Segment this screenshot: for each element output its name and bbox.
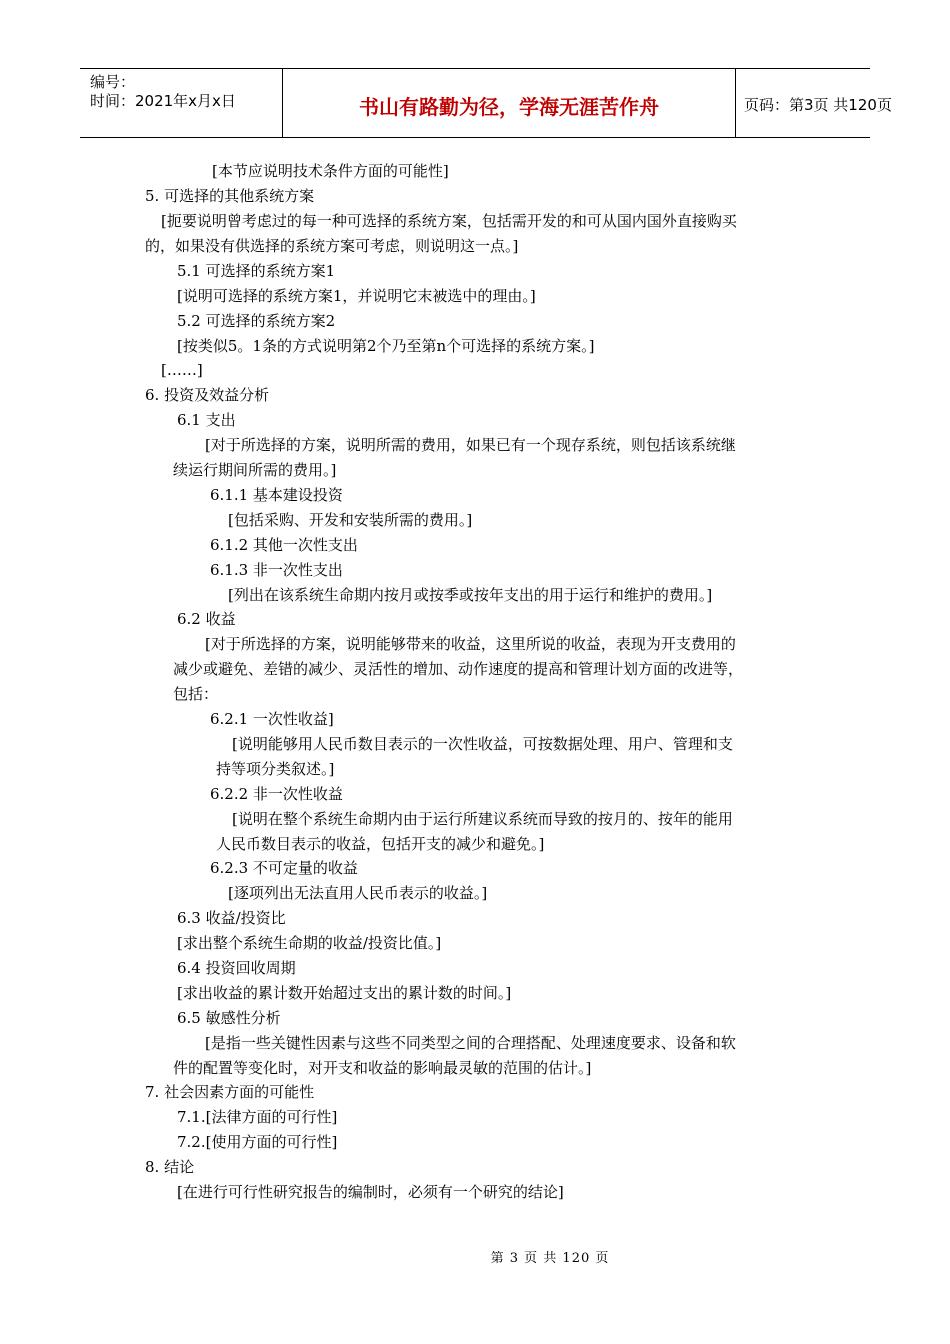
text-line: [按类似5。1条的方式说明第2个乃至第n个可选择的系统方案。] <box>177 337 595 355</box>
subsection-heading: 6.2 收益 <box>177 610 236 628</box>
document-number-label: 编号： <box>90 73 136 91</box>
section-heading: 6. 投资及效益分析 <box>145 386 270 404</box>
text-line: 的，如果没有供选择的系统方案可考虑，则说明这一点。] <box>145 237 519 255</box>
subsubsection-heading: 6.2.2 非一次性收益 <box>210 785 343 803</box>
footer-page-number: 第 3 页 共 120 页 <box>490 1251 610 1266</box>
text-line: [对于所选择的方案，说明所需的费用，如果已有一个现存系统，则包括该系统继 <box>205 436 736 454</box>
text-line: 人民币数目表示的收益，包括开支的减少和避免。] <box>216 835 545 853</box>
text-line: [逐项列出无法直用人民币表示的收益。] <box>228 884 488 902</box>
section-heading: 8. 结论 <box>145 1158 195 1176</box>
text-line: [说明可选择的系统方案1，并说明它末被选中的理由。] <box>177 287 536 305</box>
text-line: [说明能够用人民币数目表示的一次性收益，可按数据处理、用户、管理和支 <box>232 735 733 753</box>
text-line: [在进行可行性研究报告的编制时，必须有一个研究的结论] <box>177 1183 564 1201</box>
text-line: [求出整个系统生命期的收益/投资比值。] <box>177 934 442 952</box>
page-header <box>80 68 892 138</box>
text-line: [说明在整个系统生命期内由于运行所建议系统而导致的按月的、按年的能用 <box>232 810 733 828</box>
page-footer <box>0 1247 950 1266</box>
text-line: 件的配置等变化时，对开支和收益的影响最灵敏的范围的估计。] <box>173 1059 592 1077</box>
subsection-heading: 5.1 可选择的系统方案1 <box>177 262 336 280</box>
text-line: [求出收益的累计数开始超过支出的累计数的时间。] <box>177 984 512 1002</box>
subsubsection-heading: 6.1.2 其他一次性支出 <box>210 536 358 554</box>
subsubsection-heading: 6.2.1 一次性收益] <box>210 710 334 728</box>
subsection-heading: 6.5 敏感性分析 <box>177 1009 281 1027</box>
text-line: [本节应说明技术条件方面的可能性] <box>212 162 449 180</box>
subsection-heading: 7.2.[使用方面的可行性] <box>177 1133 338 1151</box>
header-page-cell <box>735 69 892 137</box>
header-page-info: 页码：第3页 共120页 <box>744 95 892 114</box>
header-motto-cell <box>282 69 736 137</box>
text-line: 续运行期间所需的费用。] <box>173 461 337 479</box>
subsubsection-heading: 6.1.1 基本建设投资 <box>210 486 343 504</box>
text-line: [列出在该系统生命期内按月或按季或按年支出的用于运行和维护的费用。] <box>228 586 713 604</box>
subsubsection-heading: 6.2.3 不可定量的收益 <box>210 859 358 877</box>
text-line: 包括： <box>173 685 219 703</box>
header-motto: 书山有路勤为径，学海无涯苦作舟 <box>359 94 659 119</box>
text-line: 减少或避免、差错的减少、灵活性的增加、动作速度的提高和管理计划方面的改进等， <box>173 660 744 678</box>
subsubsection-heading: 6.1.3 非一次性支出 <box>210 561 343 579</box>
header-meta <box>80 69 282 137</box>
text-line: [……] <box>161 361 203 379</box>
text-line: [是指一些关键性因素与这些不同类型之间的合理搭配、处理速度要求、设备和软 <box>205 1034 736 1052</box>
text-line: [包括采购、开发和安装所需的费用。] <box>228 511 473 529</box>
document-date: 时间：2021年x月x日 <box>90 92 236 110</box>
subsection-heading: 7.1.[法律方面的可行性] <box>177 1108 338 1126</box>
subsection-heading: 6.3 收益/投资比 <box>177 909 286 927</box>
section-heading: 7. 社会因素方面的可能性 <box>145 1083 315 1101</box>
subsection-heading: 6.4 投资回收周期 <box>177 959 296 977</box>
text-line: 持等项分类叙述。] <box>216 760 335 778</box>
subsection-heading: 5.2 可选择的系统方案2 <box>177 312 336 330</box>
text-line: [对于所选择的方案，说明能够带来的收益，这里所说的收益，表现为开支费用的 <box>205 635 736 653</box>
subsection-heading: 6.1 支出 <box>177 411 236 429</box>
section-heading: 5. 可选择的其他系统方案 <box>145 187 315 205</box>
text-line: [扼要说明曾考虑过的每一种可选择的系统方案，包括需开发的和可从国内国外直接购买 <box>161 212 737 230</box>
